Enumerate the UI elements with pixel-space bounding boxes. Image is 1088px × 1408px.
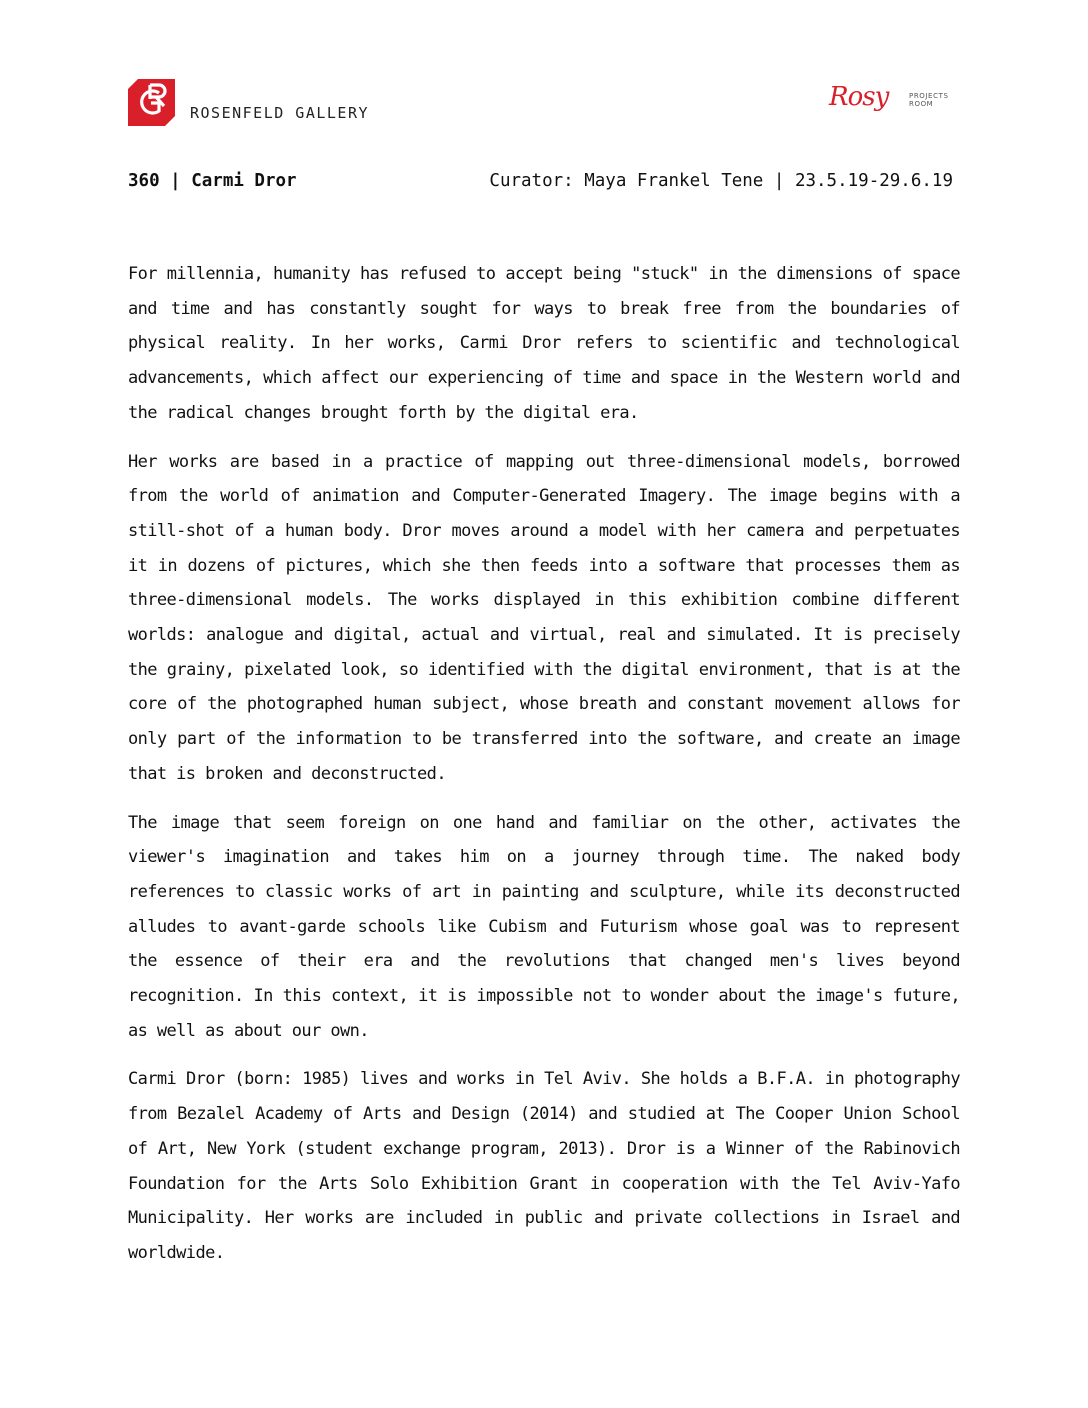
rosy-subtitle [909,92,949,108]
rosenfeld-gallery-logo-icon [128,79,175,126]
gallery-name: ROSENFELD GALLERY [190,104,370,122]
curator-and-dates: Curator: Maya Frankel Tene | 23.5.19-29.6.19 [489,171,953,191]
paragraph-4: Carmi Dror (born: 1985) lives and works in Tel Aviv. She holds a B.F.A. in photography from Bezalel Academy of Arts and Design (2014) and studied at The Cooper Union School of Art, New York (student exchange program, 2013). Dror is a Winner of the Rabinovich Foundation for the Arts Solo Exhibition Grant in cooperation with the Tel Aviv-Yafo Municipality. Her works are included in public and private collections in Israel and worldwide. [128,1069,960,1263]
rosy-subtitle-line1: PROJECTS [909,92,949,100]
paragraph-3: The image that seem foreign on one hand and familiar on the other, activates the viewer's imagination and takes him on a journey through time. The naked body references to classic works of art in painting and sculpture, while its deconstructed alludes to avant-garde schools like Cubism and Futurism whose goal was to represent the essence of their era and the revolutions that changed men's lives beyond recognition. In this context, it is impossible not to wonder about the image's future, as well as about our own. [128,812,960,1041]
paragraph-1: For millennia, humanity has refused to accept being "stuck" in the dimensions of space and time and has constantly sought for ways to break free from the boundaries of physical reality. In her works, Carmi Dror refers to scientific and technological advancements, which affect our experiencing of time and space in the Western world and the radical changes brought forth by the digital era. [128,264,960,423]
exhibition-title: 360 | Carmi Dror [128,171,297,191]
rosy-wordmark: Rosy [829,82,889,112]
paragraph-2: Her works are based in a practice of mapping out three-dimensional models, borrowed from the world of animation and Computer-Generated Imagery. The image begins with a still-shot of a human body. Dror moves around a model with her camera and perpetuates it in dozens of pictures, which she then feeds into a software that processes them as three-dimensional models. The works displayed in this exhibition combine different worlds: analogue and digital, actual and virtual, real and simulated. It is precisely the grainy, pixelated look, so identified with the digital environment, that is at the core of the photographed human subject, whose breath and constant movement allows for only part of the information to be transferred into the software, and create an image that is broken and deconstructed. [128,451,960,784]
exhibition-text [128,257,960,1285]
rosy-projects-room-logo [829,82,959,126]
rosy-subtitle-line2: ROOM [909,100,934,108]
